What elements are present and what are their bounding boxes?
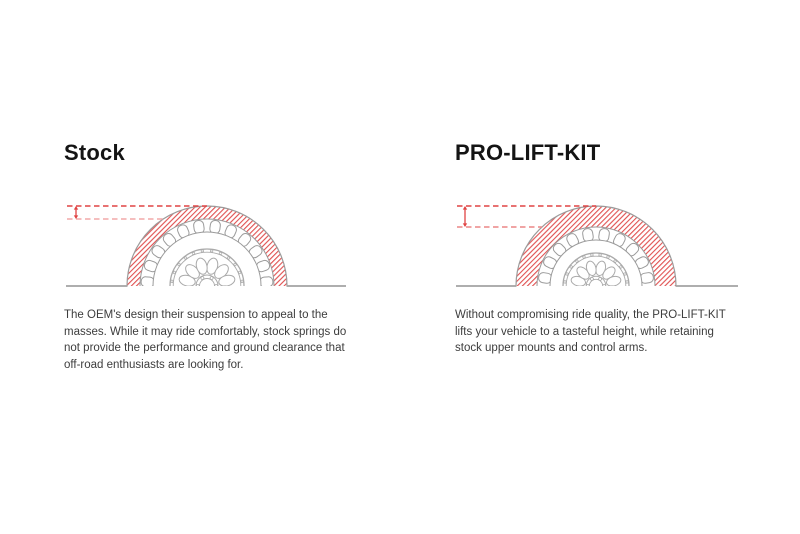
tread-knob (258, 292, 273, 294)
lug-nut (196, 285, 199, 288)
beadlock-bolt (607, 256, 610, 259)
beadlock-bolt (626, 281, 628, 284)
beadlock-bolt (626, 289, 628, 292)
lug-nut (598, 291, 602, 294)
tread-knob (260, 277, 274, 288)
panel-description-stock: The OEM's design their suspension to appeal to the masses. While it may ride comfortably, stock springs do not provide the performance and ground clearance that off-road enthusiasts are looking for. (64, 309, 347, 371)
rim-spoke-hole (600, 290, 617, 294)
beadlock-bolt (591, 254, 594, 256)
beadlock-bolt (192, 252, 195, 255)
panel-pro-lift-kit (455, 140, 739, 357)
beadlock-bolt (219, 252, 222, 255)
beadlock-bolt (238, 271, 241, 274)
beadlock-bolt (566, 273, 569, 276)
tread-knob (640, 288, 654, 294)
beadlock-bolt (201, 250, 204, 252)
rim-spoke-hole (183, 291, 202, 294)
panel-heading-pro-lift-kit: PRO-LIFT-KIT (455, 140, 601, 165)
panel-heading-stock: Stock (64, 140, 125, 165)
rim-spoke-hole (575, 290, 592, 294)
lug-nut (590, 291, 594, 294)
panel-description-pro-lift-kit: Without compromising ride quality, the PRO-LIFT-KIT lifts your vehicle to a tasteful height, while retaining stock upper mounts and control arms. (455, 309, 726, 354)
beadlock-bolt (624, 273, 627, 276)
lug-nut (200, 292, 204, 294)
lug-nut (210, 292, 214, 294)
beadlock-bolt (173, 271, 176, 274)
beadlock-bolt (564, 281, 566, 284)
tread-knob (141, 292, 156, 294)
tread-knob (538, 288, 552, 294)
panel-stock (64, 140, 348, 373)
hub-cap (200, 279, 215, 294)
lug-nut (586, 285, 589, 288)
beadlock-bolt (210, 250, 213, 252)
beadlock-bolt (171, 289, 173, 292)
tread-knob (141, 277, 155, 288)
lug-nut (603, 285, 606, 288)
beadlock-bolt (241, 289, 243, 292)
lug-nut (215, 285, 218, 288)
wheel-group (516, 206, 676, 294)
beadlock-bolt (171, 280, 173, 283)
beadlock-bolt (241, 280, 243, 283)
suspension-diagram-stock (64, 188, 348, 294)
suspension-diagram-pro-lift-kit (455, 188, 739, 294)
beadlock-bolt (564, 289, 566, 292)
hub-cap (589, 279, 602, 292)
rim-spoke-hole (212, 291, 231, 294)
beadlock-bolt (599, 254, 602, 256)
beadlock-bolt (583, 256, 586, 259)
